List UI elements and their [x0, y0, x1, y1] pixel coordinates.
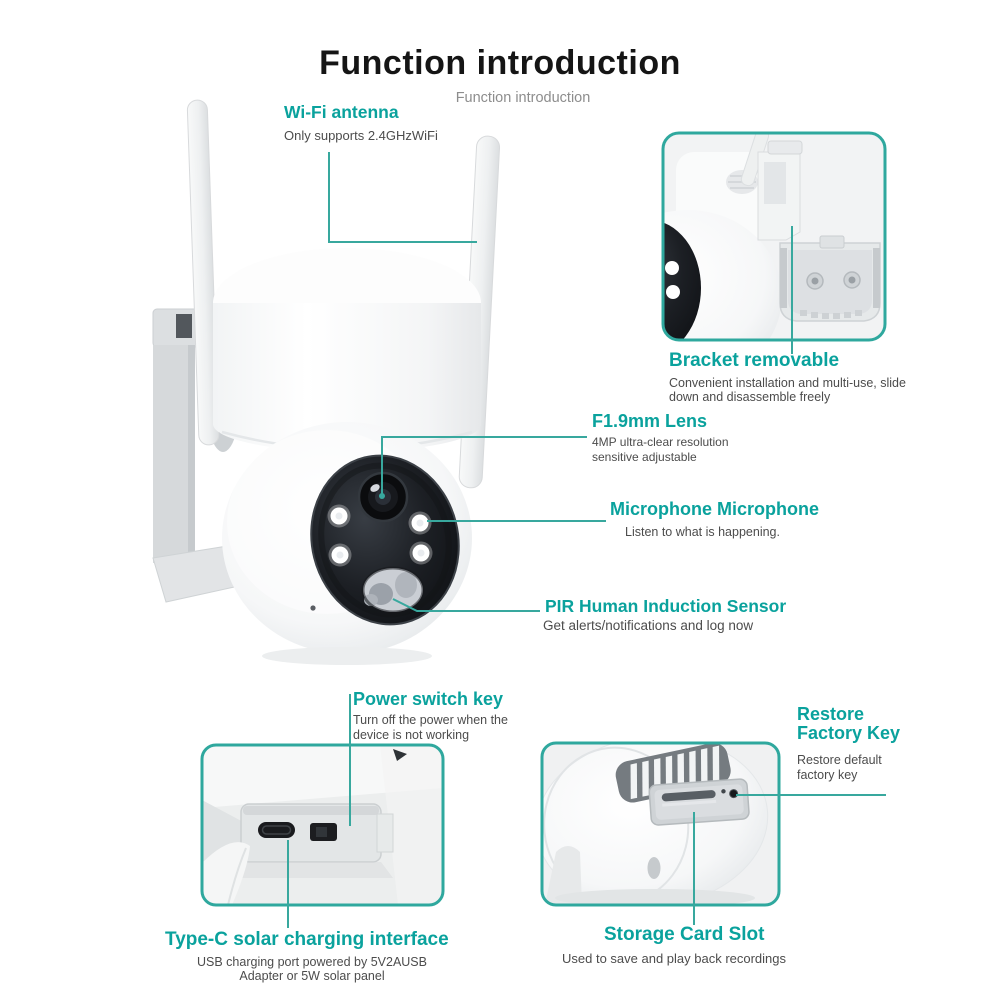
- wifi-antenna-desc: Only supports 2.4GHzWiFi: [284, 127, 438, 143]
- wifi-leader-line: [329, 152, 477, 242]
- bracket-arm: [758, 141, 802, 240]
- bracket-inset-photo: [594, 128, 885, 382]
- storage-inset-photo: [528, 725, 779, 918]
- restore-factory-heading: Restore Factory Key: [797, 704, 901, 744]
- wifi-antenna-heading: Wi-Fi antenna: [284, 102, 399, 122]
- callout-microphone: [610, 500, 819, 540]
- page-title: Function introduction: [319, 44, 681, 82]
- lens-heading: F1.9mm Lens: [592, 411, 708, 431]
- callout-lens: [592, 412, 757, 464]
- storage-card-heading: Storage Card Slot: [604, 924, 765, 945]
- card-panel: [649, 779, 750, 826]
- lens-leader-dot: [379, 493, 385, 499]
- callout-wifi-antenna: [284, 103, 438, 143]
- port-bay: [229, 804, 393, 878]
- page-subtitle: Function introduction: [455, 90, 591, 106]
- power-switch-desc: Turn off the power when the device is not working: [353, 713, 508, 743]
- callout-type-c: [165, 930, 449, 984]
- storage-card-desc: Used to save and play back recordings: [562, 950, 787, 966]
- type-c-desc: USB charging port powered by 5V2AUSB Adapter or 5W solar panel: [197, 954, 427, 984]
- microphone-desc: Listen to what is happening.: [625, 525, 780, 540]
- callout-pir: [545, 597, 786, 634]
- mic-hole-icon: [310, 605, 315, 610]
- camera-body: [213, 248, 481, 452]
- pir-heading: PIR Human Induction Sensor: [545, 596, 787, 616]
- reset-hole-icon: [729, 789, 738, 798]
- power-switch-icon: [310, 823, 337, 841]
- camera-head: [222, 422, 476, 665]
- callout-storage-card: [562, 925, 786, 966]
- pir-sensor: [363, 568, 423, 612]
- bracket-heading: Bracket removable: [669, 350, 840, 371]
- bracket-plate: [780, 236, 880, 321]
- callout-restore-factory: [797, 705, 909, 782]
- charging-port-inset-photo: [202, 745, 443, 905]
- main-camera-photo: [153, 100, 500, 665]
- pir-desc: Get alerts/notifications and log now: [543, 617, 754, 633]
- type-c-port-icon: [258, 822, 295, 838]
- power-switch-heading: Power switch key: [353, 689, 504, 709]
- type-c-heading: Type-C solar charging interface: [165, 929, 449, 950]
- restore-factory-desc: Restore default factory key: [797, 752, 882, 782]
- callout-bracket: [669, 351, 935, 405]
- microphone-heading: Microphone Microphone: [610, 499, 819, 519]
- lens-desc: 4MP ultra-clear resolution sensitive adjustable: [592, 435, 729, 464]
- bracket-desc: Convenient installation and multi-use, slide down and disassemble freely: [669, 375, 906, 405]
- callout-power-switch: [353, 690, 518, 743]
